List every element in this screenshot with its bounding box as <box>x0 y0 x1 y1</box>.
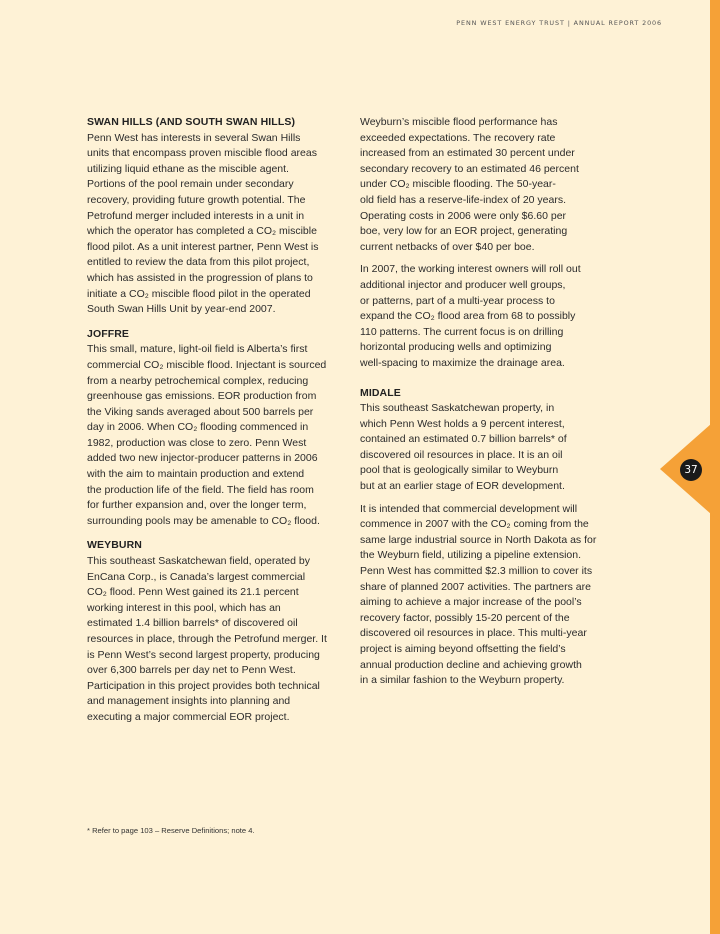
text-line: over 6,300 barrels per day net to Penn West. <box>87 664 296 677</box>
text-line: resources in place, through the Petrofund merger. It <box>87 633 327 645</box>
text-line: EnCana Corp., is Canada’s largest commercial <box>87 570 306 583</box>
text-line: from a nearby petrochemical complex, reducing <box>87 374 309 387</box>
section-joffre <box>87 327 335 530</box>
page-number-badge: 37 <box>680 459 702 481</box>
text-line: secondary recovery to an estimated 46 percent <box>360 162 579 175</box>
text-line: South Swan Hills Unit by year-end 2007. <box>87 303 276 316</box>
text-line: greenhouse gas emissions. EOR production from <box>87 390 317 403</box>
text-line: and management insights into planning and <box>87 695 291 708</box>
text-line: flood pilot. As a unit interest partner, Penn West is <box>87 240 319 253</box>
text-line: in a similar fashion to the Weyburn property. <box>360 674 565 687</box>
text-line: recovery factor, possibly 15-20 percent of the <box>360 611 570 624</box>
footnote: * Refer to page 103 – Reserve Definitions; note 4. <box>87 826 255 835</box>
paragraph-weyburn-3 <box>360 262 602 371</box>
text-line: day in 2006. When CO₂ flooding commenced in <box>87 421 309 434</box>
left-column <box>87 115 335 726</box>
text-line: boe, very low for an EOR project, generating <box>360 225 568 238</box>
text-line: utilizing liquid ethane as the miscible agent. <box>87 162 289 175</box>
text-line: Penn West has committed $2.3 million to cover its <box>360 565 593 578</box>
text-line: is Penn West’s second largest property, producing <box>87 648 320 661</box>
text-line: aiming to achieve a major increase of the pool’s <box>360 596 582 609</box>
paragraph-weyburn-1 <box>87 554 335 726</box>
text-line: initiate a CO₂ miscible flood pilot in the operated <box>87 287 311 300</box>
text-line: Penn West has interests in several Swan Hills <box>87 131 301 144</box>
text-line: old field has a reserve-life-index of 20 years. <box>360 193 567 206</box>
right-column <box>360 115 602 689</box>
text-line: discovered oil resources in place. It is an oil <box>360 448 563 461</box>
paragraph-weyburn-2 <box>360 115 602 255</box>
text-line: with the aim to maintain production and extend <box>87 468 305 481</box>
running-header: PENN WEST ENERGY TRUST | ANNUAL REPORT 2006 <box>456 19 662 27</box>
text-line: 110 patterns. The current focus is on drilling <box>360 325 564 338</box>
text-line: estimated 1.4 billion barrels* of discovered oil <box>87 617 298 630</box>
text-line: Weyburn’s miscible flood performance has <box>360 116 558 128</box>
text-line: This small, mature, light-oil field is Alberta’s first <box>87 343 308 356</box>
text-line: working interest in this pool, which has an <box>87 601 281 614</box>
text-line: It is intended that commercial development will <box>360 502 578 515</box>
text-line: This southeast Saskatchewan property, in <box>360 402 555 415</box>
text-line: exceeded expectations. The recovery rate <box>360 131 556 144</box>
text-line: for further expansion and, over the longer term, <box>87 499 307 512</box>
text-line: horizontal producing wells and optimizing <box>360 341 552 354</box>
text-line: expand the CO₂ flood area from 68 to possibly <box>360 310 576 323</box>
text-line: increased from an estimated 30 percent under <box>360 147 575 160</box>
text-line: units that encompass proven miscible flood areas <box>87 147 317 160</box>
text-line: discovered oil resources in place. This multi-year <box>360 627 587 640</box>
text-line: current netbacks of over $40 per boe. <box>360 240 535 253</box>
text-line: commence in 2007 with the CO₂ coming from the <box>360 518 589 531</box>
text-line: well-spacing to maximize the drainage area. <box>360 356 565 369</box>
text-line: contained an estimated 0.7 billion barrels* of <box>360 433 567 446</box>
text-line: under CO₂ miscible flooding. The 50-year- <box>360 178 556 191</box>
text-line: commercial CO₂ miscible flood. Injectant is sourced <box>87 358 327 371</box>
text-line: Petrofund merger included interests in a unit in <box>87 209 305 222</box>
text-line: annual production decline and achieving growth <box>360 658 582 671</box>
text-line: CO₂ flood. Penn West gained its 21.1 percent <box>87 586 299 599</box>
text-line: same large industrial source in North Dakota as for <box>360 533 597 546</box>
text-line: entitled to review the data from this pilot project, <box>87 256 310 269</box>
text-line: This southeast Saskatchewan field, operated by <box>87 555 310 568</box>
text-line: which the operator has completed a CO₂ miscible <box>87 225 317 238</box>
text-line: the Viking sands averaged about 500 barrels per <box>87 405 314 418</box>
text-line: pool that is geologically similar to Weyburn <box>360 464 559 477</box>
text-line: project is aiming beyond offsetting the field’s <box>360 643 566 655</box>
text-line: recovery, providing future growth potential. The <box>87 193 306 206</box>
text-line: share of planned 2007 activities. The partners are <box>360 580 591 593</box>
text-line: which has assisted in the progression of plans to <box>87 271 313 284</box>
paragraph-midale-2 <box>360 502 602 689</box>
section-heading-joffre: JOFFRE <box>87 327 130 340</box>
section-weyburn <box>87 538 335 725</box>
paragraph-swan-hills <box>87 131 335 318</box>
text-line: Participation in this project provides both technical <box>87 679 320 692</box>
paragraph-midale-1 <box>360 401 602 495</box>
text-line: added two new injector-producer patterns in 2006 <box>87 452 318 465</box>
section-heading-weyburn: WEYBURN <box>87 539 142 552</box>
text-line: executing a major commercial EOR project. <box>87 710 290 723</box>
section-swan-hills <box>87 115 335 318</box>
text-line: 1982, production was close to zero. Penn West <box>87 436 307 449</box>
text-line: the Weyburn field, utilizing a pipeline extension. <box>360 549 582 562</box>
text-line: additional injector and producer well groups, <box>360 278 566 291</box>
section-midale <box>360 386 602 689</box>
text-line: surrounding pools may be amenable to CO₂ flood. <box>87 514 320 527</box>
section-heading-midale: MIDALE <box>360 386 401 399</box>
text-line: or patterns, part of a multi-year process to <box>360 294 555 307</box>
text-line: which Penn West holds a 9 percent interest, <box>360 417 565 430</box>
text-line: In 2007, the working interest owners will roll out <box>360 263 581 276</box>
section-heading-swan-hills: SWAN HILLS (AND SOUTH SWAN HILLS) <box>87 116 296 128</box>
text-line: but at an earlier stage of EOR development. <box>360 480 565 493</box>
text-line: the production life of the field. The field has room <box>87 483 314 496</box>
text-line: Portions of the pool remain under secondary <box>87 178 294 191</box>
paragraph-joffre <box>87 342 335 529</box>
text-line: Operating costs in 2006 were only $6.60 per <box>360 209 567 222</box>
